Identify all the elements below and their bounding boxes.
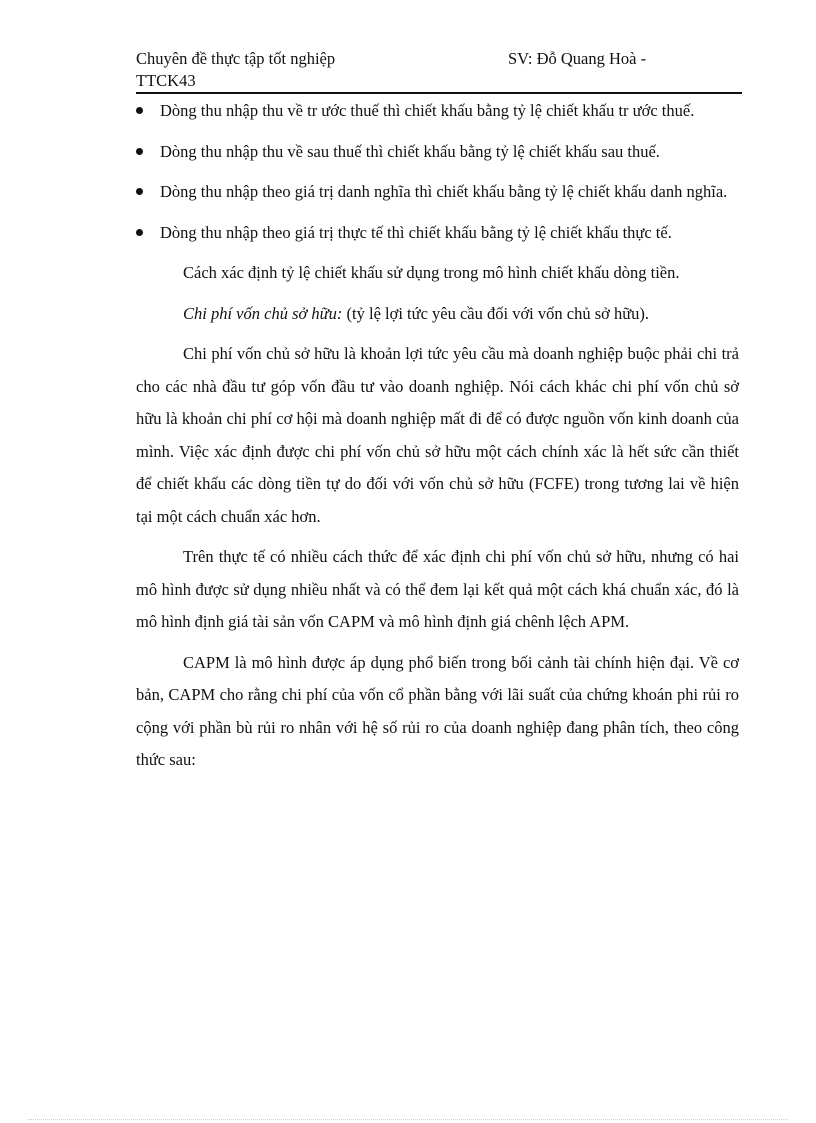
cost-of-equity-label: Chi phí vốn chủ sở hữu:	[183, 303, 343, 323]
paragraph-cost-of-equity-heading	[136, 298, 739, 331]
document-body	[136, 95, 739, 785]
bullet-icon	[136, 148, 143, 155]
header-author: SV: Đỗ Quang Hoà -	[508, 49, 647, 68]
bullet-icon	[136, 107, 143, 114]
paragraph-cost-of-equity-definition: Chi phí vốn chủ sở hữu là khoản lợi tức yêu cầu mà doanh nghiệp buộc phải chi trả cho các nhà đầu tư góp vốn đầu tư vào doanh nghiệp. Nói cách khác chi phí vốn chủ sở hữu là khoản chi phí cơ hội mà doanh nghiệp mất đi để có được nguồn vốn kinh doanh của mình. Việc xác định được chi phí vốn chủ sở hữu một cách chính xác là hết sức cần thiết để chiết khấu các dòng tiền tự do đối với vốn chủ sở hữu (FCFE) trong tương lai về hiện tại một cách chuẩn xác hơn.	[136, 344, 739, 526]
bullet-icon	[136, 188, 143, 195]
bullet-text: Dòng thu nhập thu về tr ước thuế thì chiết khấu bằng tỷ lệ chiết khấu tr ước thuế.	[160, 101, 695, 120]
bullet-item	[136, 136, 739, 169]
bullet-item	[136, 95, 739, 128]
page-bottom-border	[28, 1119, 788, 1120]
header-title: Chuyên đề thực tập tốt nghiệp	[136, 49, 336, 68]
bullet-text: Dòng thu nhập theo giá trị danh nghĩa thì chiết khấu bằng tỷ lệ chiết khấu danh nghĩa.	[160, 182, 728, 201]
paragraph-discount-rate: Cách xác định tỷ lệ chiết khấu sử dụng trong mô hình chiết khấu dòng tiền.	[183, 263, 680, 282]
bullet-text: Dòng thu nhập theo giá trị thực tế thì chiết khấu bằng tỷ lệ chiết khấu thực tế.	[160, 222, 672, 242]
bullet-icon	[136, 229, 143, 236]
paragraph-capm: CAPM là mô hình được áp dụng phổ biến trong bối cảnh tài chính hiện đại. Về cơ bản, CAPM cho rằng chi phí của vốn cổ phần bằng với lãi suất của chứng khoán phi rủi ro cộng với phần bù rủi ro nhân với hệ số rủi ro của doanh nghiệp đang phân tích, theo công thức sau:	[136, 652, 739, 769]
header-class: TTCK43	[136, 71, 196, 90]
bullet-item	[136, 217, 739, 250]
paragraph-models: Trên thực tế có nhiều cách thức để xác định chi phí vốn chủ sở hữu, nhưng có hai mô hình được sử dụng nhiều nhất và có thể đem lại kết quả một cách khá chuẩn xác, đó là mô hình định giá tài sản vốn CAPM và mô hình định giá chênh lệch APM.	[136, 547, 739, 631]
header-divider	[136, 92, 742, 94]
cost-of-equity-note: (tỷ lệ lợi tức yêu cầu đối với vốn chủ sở hữu).	[342, 303, 650, 323]
bullet-item	[136, 176, 739, 209]
bullet-text: Dòng thu nhập thu về sau thuế thì chiết khấu bằng tỷ lệ chiết khấu sau thuế.	[160, 141, 660, 161]
